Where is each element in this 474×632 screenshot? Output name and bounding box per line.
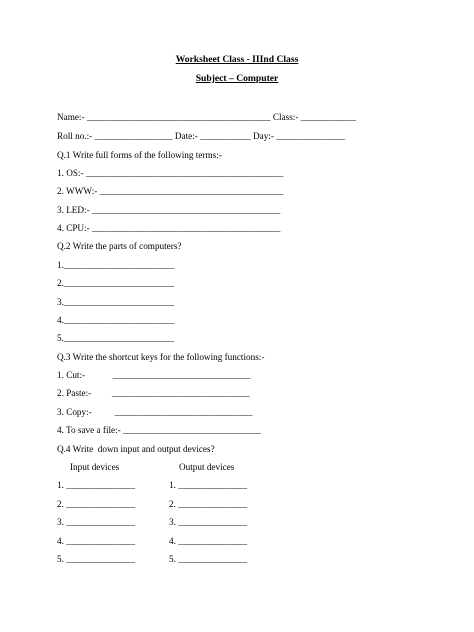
- q3-item-paste: 2. Paste:- ______________________________: [57, 388, 250, 398]
- q1-item-cpu: 4. CPU:- _________________________________________: [57, 223, 281, 233]
- question-1: Q.1 Write full forms of the following terms:-: [57, 150, 222, 160]
- input-device-4: 4. _______________: [57, 536, 136, 546]
- output-device-2: 2. _______________: [169, 499, 248, 509]
- q2-item-3: 3.________________________: [57, 297, 175, 307]
- name-class-line: Name:- ________________________________________ Class:- ____________: [57, 112, 356, 122]
- question-4: Q.4 Write down input and output devices?: [57, 444, 215, 454]
- input-devices-header: Input devices: [70, 462, 120, 472]
- q2-item-4: 4.________________________: [57, 315, 175, 325]
- q3-item-copy: 3. Copy:- ______________________________: [57, 407, 253, 417]
- worksheet-title: Worksheet Class - IIInd Class: [175, 54, 299, 65]
- output-device-3: 3. _______________: [169, 517, 248, 527]
- input-device-3: 3. _______________: [57, 517, 136, 527]
- roll-date-day-line: Roll no.:- _________________ Date:- ___________ Day:- _______________: [57, 131, 346, 141]
- input-device-1: 1. _______________: [57, 480, 136, 490]
- q2-item-1: 1.________________________: [57, 260, 175, 270]
- q1-item-led: 3. LED:- _________________________________________: [57, 205, 281, 215]
- q1-item-os: 1. OS:- ___________________________________________: [57, 168, 284, 178]
- q2-item-5: 5.________________________: [57, 333, 175, 343]
- q3-item-cut: 1. Cut:- ______________________________: [57, 370, 251, 380]
- output-device-1: 1. _______________: [169, 480, 248, 490]
- q1-item-www: 2. WWW:- ________________________________________: [57, 186, 284, 196]
- input-device-2: 2. _______________: [57, 499, 136, 509]
- q2-item-2: 2.________________________: [57, 278, 175, 288]
- output-device-5: 5. _______________: [169, 554, 248, 564]
- output-devices-header: Output devices: [179, 462, 235, 472]
- question-3: Q.3 Write the shortcut keys for the following functions:-: [57, 352, 265, 362]
- output-device-4: 4. _______________: [169, 536, 248, 546]
- input-device-5: 5. _______________: [57, 554, 136, 564]
- q3-item-save: 4. To save a file:- ______________________________: [57, 425, 261, 435]
- question-2: Q.2 Write the parts of computers?: [57, 241, 182, 251]
- subject-heading: Subject – Computer: [195, 73, 279, 84]
